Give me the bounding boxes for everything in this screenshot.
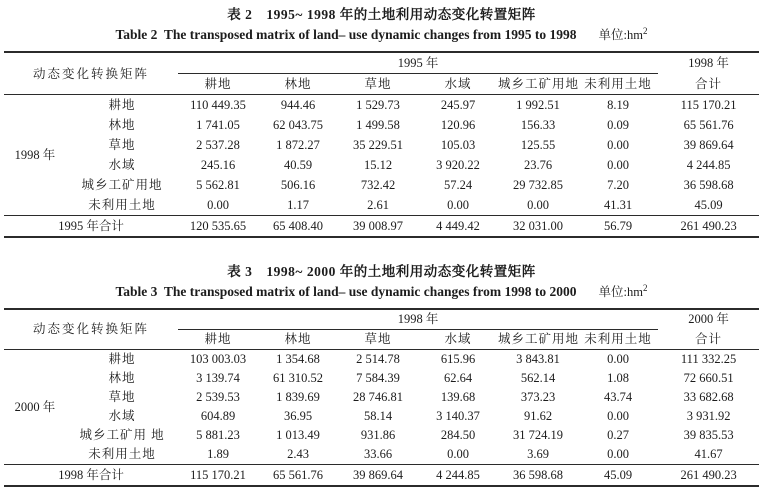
value-cell: 65 561.76 [683,118,734,132]
column-header: 耕地 [178,330,258,350]
column-header: 林地 [258,74,338,95]
value-cell: 115 170.21 [680,98,737,112]
value-cell: 35 229.51 [353,138,404,152]
total-value-cell: 39 869.64 [338,465,418,487]
value-cell: 0.27 [607,428,629,442]
value-cell: 0.09 [607,118,629,132]
table-row [4,369,759,388]
row-group-label: 1998 年 [14,148,56,162]
total-row-label: 1998 年合计 [4,465,178,487]
value-cell: 0.00 [207,198,229,212]
value-cell: 1 013.49 [276,428,320,442]
total-value-cell: 39 008.97 [338,216,418,238]
total-value-cell: 120 535.65 [178,216,258,238]
column-header: 城乡工矿用地 [498,74,578,95]
row-label: 草地 [108,390,136,404]
value-cell: 156.33 [520,118,556,132]
value-cell: 7.20 [607,178,629,192]
total-value-cell: 261 490.23 [658,465,759,487]
column-header: 未利用土地 [578,330,658,350]
value-cell: 5 562.81 [196,178,240,192]
total-column-year-header: 1998 年 [688,56,729,71]
source-year-span-header: 1995 年 [178,52,658,74]
matrix-body [4,95,759,216]
total-column-year-header: 2000 年 [688,312,729,327]
value-cell: 72 660.51 [683,371,734,385]
value-cell: 2 539.53 [196,390,240,404]
value-cell: 506.16 [280,178,316,192]
value-cell: 0.00 [607,409,629,423]
row-label: 草地 [108,138,136,152]
table-row [4,135,759,155]
row-label: 未利用土地 [88,447,156,461]
row-label: 耕地 [108,352,136,366]
table-row [4,95,759,116]
total-value-cell: 115 170.21 [178,465,258,487]
value-cell: 15.12 [363,158,393,172]
row-label: 水域 [108,409,136,423]
value-cell: 3 931.92 [686,409,731,423]
total-row [4,465,759,487]
value-cell: 2.43 [287,447,309,461]
value-cell: 36 598.68 [683,178,734,192]
row-label: 未利用土地 [88,198,156,212]
unit-superscript: 2 [642,282,648,293]
value-cell: 139.68 [440,390,476,404]
value-cell: 40.59 [283,158,313,172]
unit-text: 单位:hm [598,28,643,42]
value-cell: 39 835.53 [683,428,734,442]
value-cell: 0.00 [607,138,629,152]
value-cell: 3.69 [527,447,549,461]
value-cell: 2 537.28 [196,138,240,152]
value-cell: 2.61 [367,198,389,212]
value-cell: 125.55 [520,138,556,152]
source-year-span-header: 1998 年 [178,309,658,330]
total-value-cell: 65 408.40 [258,216,338,238]
value-cell: 120.96 [440,118,476,132]
value-cell: 57.24 [443,178,473,192]
total-column-label-header: 合计 [658,74,759,95]
value-cell: 62 043.75 [273,118,324,132]
value-cell: 28 746.81 [353,390,404,404]
value-cell: 23.76 [523,158,553,172]
value-cell: 1 354.68 [276,352,320,366]
value-cell: 62.64 [443,371,473,385]
value-cell: 5 881.23 [196,428,240,442]
value-cell: 110 449.35 [190,98,246,112]
column-header: 草地 [338,330,418,350]
value-cell: 103 003.03 [189,352,247,366]
value-cell: 61 310.52 [273,371,324,385]
total-value-cell: 32 031.00 [498,216,578,238]
table3-section [4,262,759,487]
value-cell: 373.23 [520,390,556,404]
table-row [4,115,759,135]
value-cell: 1.17 [287,198,309,212]
table3-title-zh: 表 3 1998~ 2000 年的土地利用动态变化转置矩阵 [227,264,536,279]
total-row [4,216,759,238]
unit-text: 单位:hm [598,285,643,299]
table-row [4,350,759,370]
value-cell: 1 992.51 [516,98,560,112]
table2-caption-row [4,24,759,45]
value-cell: 0.00 [607,158,629,172]
value-cell: 604.89 [200,409,236,423]
value-cell: 4 244.85 [686,158,731,172]
value-cell: 562.14 [520,371,556,385]
value-cell: 0.00 [607,447,629,461]
value-cell: 2 514.78 [356,352,400,366]
total-row-label: 1995 年合计 [4,216,178,238]
value-cell: 29 732.85 [513,178,564,192]
table3-unit-label [599,282,648,303]
column-header: 林地 [258,330,338,350]
value-cell: 111 332.25 [680,352,737,366]
value-cell: 43.74 [603,390,633,404]
value-cell: 31 724.19 [513,428,564,442]
row-label: 城乡工矿用 地 [79,428,165,442]
value-cell: 931.86 [360,428,396,442]
total-value-cell: 65 561.76 [258,465,338,487]
row-label: 林地 [108,371,136,385]
value-cell: 1 499.58 [356,118,400,132]
value-cell: 36.95 [283,409,313,423]
corner-header: 动态变化转换矩阵 [4,309,178,350]
table3-caption-row [4,281,759,302]
matrix-body [4,350,759,465]
table-row [4,426,759,445]
value-cell: 732.42 [360,178,396,192]
header-row-group [4,52,759,74]
value-cell: 1 741.05 [196,118,240,132]
row-group-label: 2000 年 [14,399,56,414]
row-label: 水域 [108,158,136,172]
total-value-cell: 36 598.68 [498,465,578,487]
table-row [4,155,759,175]
row-label: 林地 [108,118,136,132]
value-cell: 41.31 [603,198,633,212]
value-cell: 8.19 [607,98,629,112]
table3-title-en: Table 3 The transposed matrix of land– use dynamic changes from 1998 to 2000 [115,284,577,299]
value-cell: 245.16 [200,158,236,172]
value-cell: 33.66 [363,447,393,461]
total-value-cell: 261 490.23 [658,216,759,238]
table2-unit-label [599,25,648,46]
row-label: 耕地 [108,98,136,112]
transition-matrix-table-1995-1998 [4,51,759,238]
value-cell: 33 682.68 [683,390,734,404]
column-header: 未利用土地 [578,74,658,95]
value-cell: 7 584.39 [356,371,400,385]
total-value-cell: 56.79 [578,216,658,238]
table-row [4,175,759,195]
transition-matrix-table-1998-2000 [4,308,759,487]
value-cell: 1 839.69 [276,390,320,404]
table2-title-en: Table 2 The transposed matrix of land– use dynamic changes from 1995 to 1998 [115,27,577,42]
value-cell: 944.46 [280,98,316,112]
table2-section [4,5,759,238]
value-cell: 3 843.81 [516,352,560,366]
value-cell: 3 920.22 [436,158,480,172]
value-cell: 1 872.27 [276,138,320,152]
column-header: 草地 [338,74,418,95]
table-row [4,407,759,426]
value-cell: 105.03 [440,138,476,152]
value-cell: 615.96 [440,352,476,366]
value-cell: 1.08 [607,371,629,385]
value-cell: 1.89 [207,447,229,461]
total-value-cell: 4 449.42 [418,216,498,238]
value-cell: 0.00 [607,352,629,366]
value-cell: 45.09 [694,198,723,212]
column-header: 水域 [418,330,498,350]
total-value-cell: 4 244.85 [418,465,498,487]
value-cell: 284.50 [440,428,476,442]
total-value-cell: 45.09 [578,465,658,487]
value-cell: 1 529.73 [356,98,400,112]
column-header: 水域 [418,74,498,95]
value-cell: 58.14 [363,409,393,423]
header-row-group [4,309,759,330]
table-row [4,388,759,407]
value-cell: 245.97 [440,98,476,112]
value-cell: 0.00 [447,447,469,461]
value-cell: 3 140.37 [436,409,480,423]
value-cell: 0.00 [447,198,469,212]
table-row [4,445,759,465]
unit-superscript: 2 [642,25,648,36]
column-header: 城乡工矿用地 [498,330,578,350]
table2-title-zh: 表 2 1995~ 1998 年的土地利用动态变化转置矩阵 [227,7,536,22]
value-cell: 39 869.64 [683,138,734,152]
value-cell: 91.62 [523,409,553,423]
row-label: 城乡工矿用地 [81,178,163,192]
column-header: 耕地 [178,74,258,95]
value-cell: 3 139.74 [196,371,240,385]
corner-header: 动态变化转换矩阵 [4,52,178,95]
table-row [4,195,759,216]
value-cell: 0.00 [527,198,549,212]
total-column-label-header: 合计 [658,330,759,350]
value-cell: 41.67 [694,447,723,461]
